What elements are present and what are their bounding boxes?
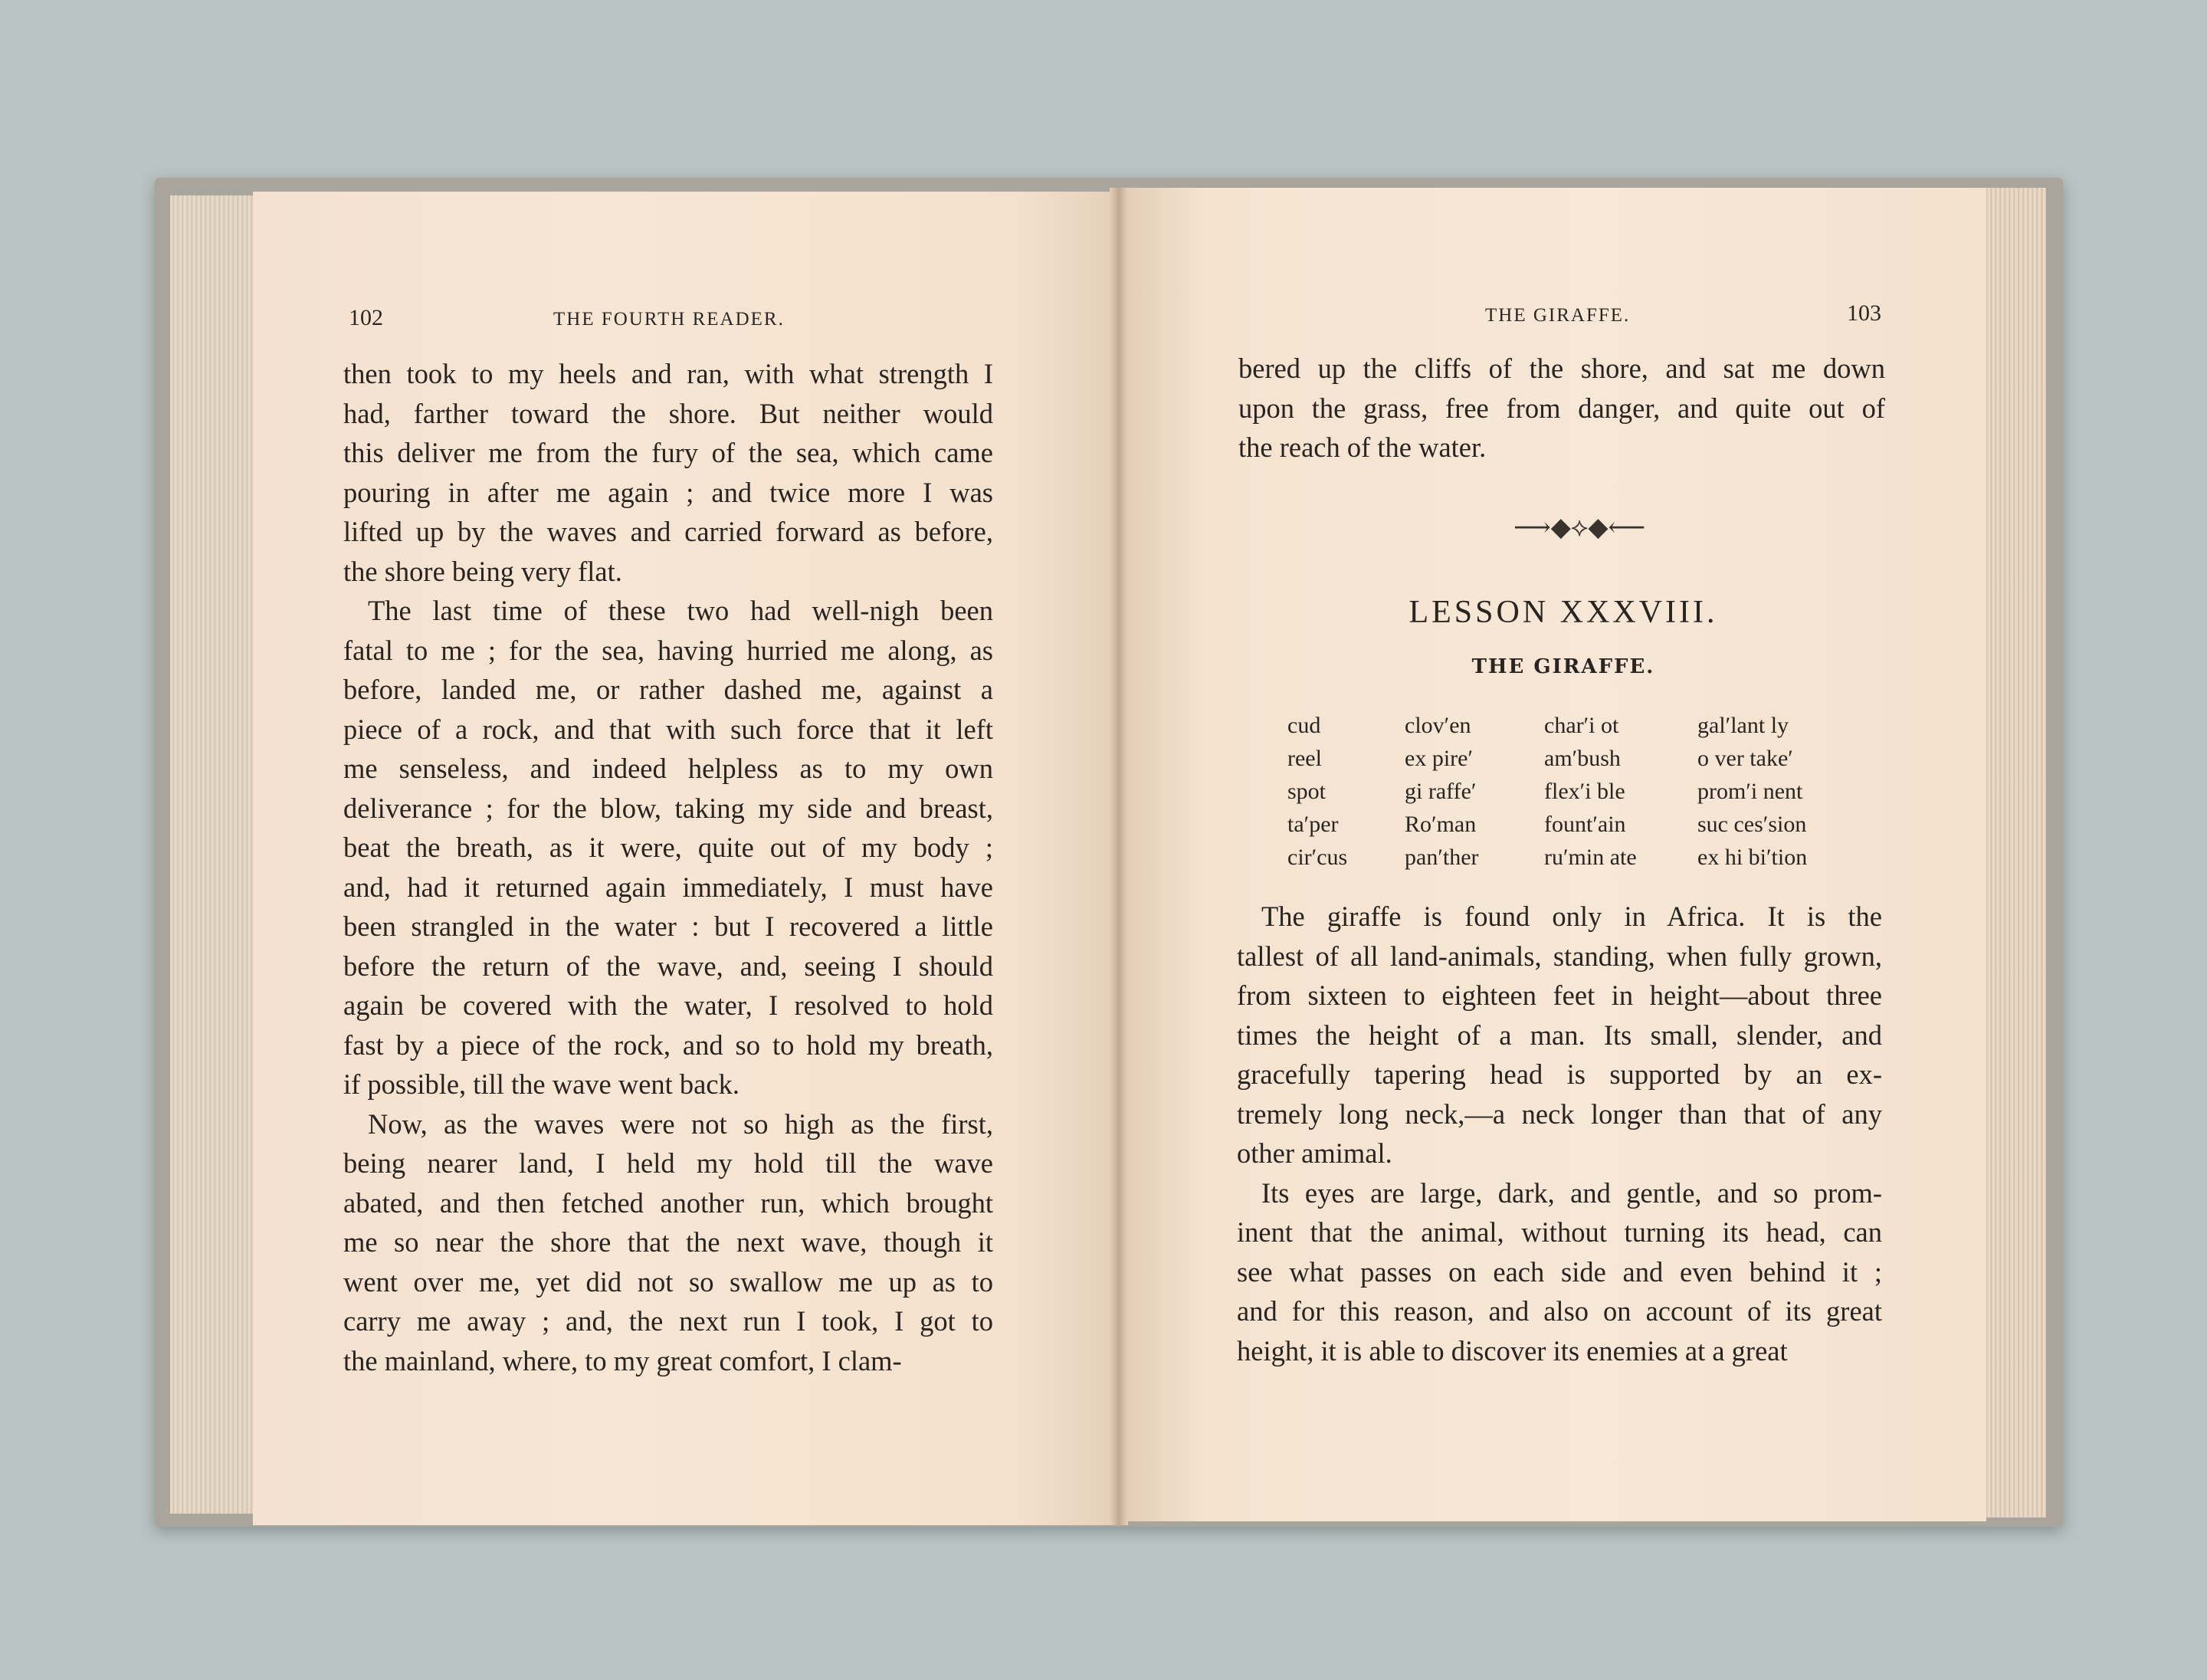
text-line: inent that the animal, without turning its head, can <box>1237 1216 1882 1248</box>
vocab-word: flex′i ble <box>1544 779 1625 804</box>
vocab-word: gi raffe′ <box>1405 779 1477 804</box>
vocab-word: Ro′man <box>1405 812 1477 837</box>
text-line: times the height of a man. Its small, slender, and <box>1237 1019 1882 1051</box>
text-line: went over me, yet did not so swallow me up as to <box>343 1265 993 1298</box>
text-line: height, it is able to discover its enemies at a great <box>1237 1334 1788 1367</box>
text-line: abated, and then fetched another run, which brought <box>343 1186 993 1219</box>
vocab-word: o ver take′ <box>1697 746 1793 771</box>
vocab-word: clov′en <box>1405 713 1471 738</box>
lesson-subtitle: THE GIRAFFE. <box>1471 655 1655 678</box>
text-line: tallest of all land-animals, standing, when fully grown, <box>1237 940 1882 972</box>
vocab-word: suc ces′sion <box>1697 812 1807 837</box>
text-line: the shore being very flat. <box>343 555 622 587</box>
vocab-word: char′i ot <box>1544 713 1619 738</box>
text-line: me so near the shore that the next wave, though it <box>343 1226 993 1258</box>
vocab-word: am′bush <box>1544 746 1621 771</box>
text-line: tremely long neck,—a neck longer than that of any <box>1237 1098 1882 1130</box>
running-head-right: THE GIRAFFE. <box>1485 305 1631 326</box>
vocab-word: gal′lant ly <box>1697 713 1789 738</box>
vocab-word: ru′min ate <box>1544 845 1637 870</box>
text-line: before, landed me, or rather dashed me, against a <box>343 674 993 705</box>
text-line: pouring in after me again ; and twice more I was <box>343 476 993 508</box>
vocab-word: pan′ther <box>1405 845 1479 870</box>
text-line: piece of a rock, and that with such force that it left <box>343 713 993 745</box>
vocab-word: ta′per <box>1287 812 1339 837</box>
text-line: the reach of the water. <box>1238 431 1487 463</box>
text-line: this deliver me from the fury of the sea, which came <box>343 437 993 468</box>
text-line: from sixteen to eighteen feet in height—about three <box>1237 979 1882 1011</box>
vocab-word: spot <box>1287 779 1326 804</box>
text-line: again be covered with the water, I resolved to hold <box>343 989 993 1021</box>
right-page-lesson-text <box>1237 897 1882 1370</box>
ornament-divider: ⟶◆⟡◆⟵ <box>1513 514 1646 542</box>
vocabulary-list <box>1287 709 1870 874</box>
page-number-left: 102 <box>349 305 383 330</box>
book-gutter <box>1110 188 1128 1525</box>
text-line: other amimal. <box>1237 1137 1392 1169</box>
text-line: deliverance ; for the blow, taking my side and breast, <box>343 792 993 824</box>
text-line: gracefully tapering head is supported by an ex- <box>1237 1058 1882 1090</box>
text-line: carry me away ; and, the next run I took, I got to <box>343 1305 993 1337</box>
text-line: and, had it returned again immediately, I must have <box>343 871 993 903</box>
lesson-title: LESSON XXXVIII. <box>1408 595 1718 630</box>
text-line: The last time of these two had well-nigh been <box>368 595 993 626</box>
text-line: and for this reason, and also on account of its great <box>1237 1295 1882 1327</box>
text-line: been strangled in the water : but I recovered a little <box>343 911 993 942</box>
text-line: upon the grass, free from danger, and quite out of <box>1238 392 1885 424</box>
text-line: Now, as the waves were not so high as the first, <box>368 1107 993 1140</box>
vocab-word: cir′cus <box>1287 845 1348 870</box>
vocab-word: fount′ain <box>1544 812 1626 837</box>
text-line: Its eyes are large, dark, and gentle, and so prom- <box>1261 1176 1882 1209</box>
text-line: beat the breath, as it were, quite out of my body ; <box>343 832 993 863</box>
text-line: me senseless, and indeed helpless as to my own <box>343 753 993 784</box>
left-page-text <box>343 354 993 1380</box>
text-line: had, farther toward the shore. But neither would <box>343 397 993 429</box>
text-line: see what passes on each side and even behind it ; <box>1237 1255 1882 1288</box>
vocab-word: cud <box>1287 713 1321 738</box>
text-line: if possible, till the wave went back. <box>343 1068 739 1100</box>
page-edges-left <box>170 195 262 1514</box>
text-line: The giraffe is found only in Africa. It is the <box>1261 901 1882 932</box>
text-line: before the return of the wave, and, seeing I should <box>343 950 993 982</box>
text-line: bered up the cliffs of the shore, and sat me down <box>1238 353 1885 384</box>
right-page-top-text <box>1238 349 1885 468</box>
vocab-word: ex pire′ <box>1405 746 1474 771</box>
text-line: fatal to me ; for the sea, having hurried me along, as <box>343 634 993 666</box>
text-line: being nearer land, I held my hold till the wave <box>343 1147 993 1179</box>
vocab-word: prom′i nent <box>1697 779 1803 804</box>
page-number-right: 103 <box>1847 300 1881 326</box>
text-line: then took to my heels and ran, with what strength I <box>343 358 993 389</box>
running-head-left: THE FOURTH READER. <box>553 309 785 330</box>
text-line: fast by a piece of the rock, and so to hold my breath, <box>343 1029 993 1061</box>
vocab-word: ex hi bi′tion <box>1697 845 1808 870</box>
text-line: lifted up by the waves and carried forward as before, <box>343 516 993 547</box>
vocab-word: reel <box>1287 746 1322 771</box>
text-line: the mainland, where, to my great comfort, I clam- <box>343 1344 902 1376</box>
